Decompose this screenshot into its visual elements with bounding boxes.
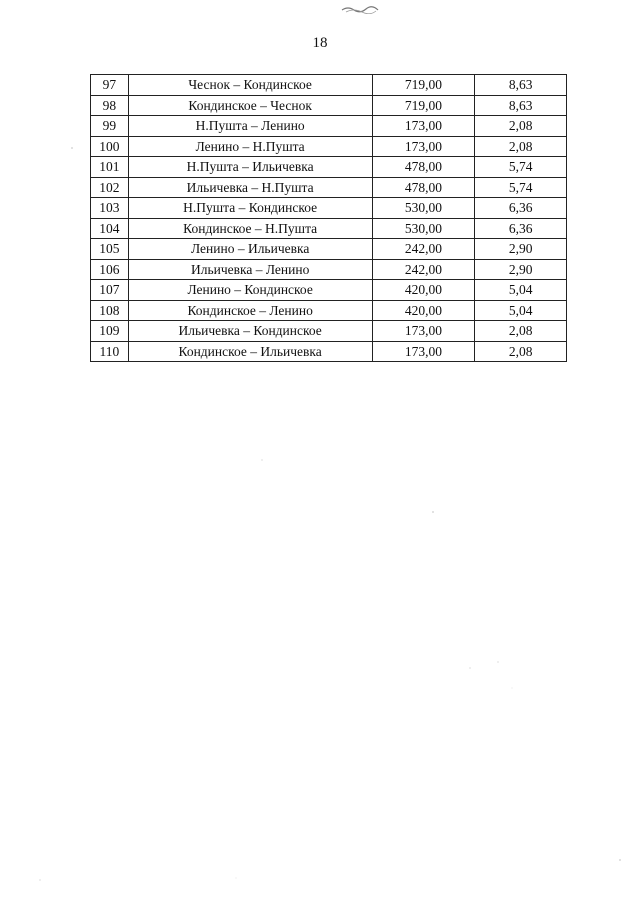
distance-cell: 173,00 bbox=[372, 341, 475, 362]
table-row bbox=[91, 280, 567, 301]
route-cell: Кондинское – Ленино bbox=[128, 300, 372, 321]
row-number-cell: 101 bbox=[91, 157, 129, 178]
route-cell: Кондинское – Чеснок bbox=[128, 95, 372, 116]
route-cell: Ильичевка – Кондинское bbox=[128, 321, 372, 342]
page-number: 18 bbox=[312, 35, 328, 51]
distance-cell: 719,00 bbox=[372, 75, 475, 96]
distance-cell: 242,00 bbox=[372, 239, 475, 260]
table-row bbox=[91, 136, 567, 157]
price-cell: 2,90 bbox=[475, 239, 567, 260]
distance-cell: 719,00 bbox=[372, 95, 475, 116]
price-cell: 5,74 bbox=[475, 177, 567, 198]
table-row bbox=[91, 218, 567, 239]
row-number-cell: 97 bbox=[91, 75, 129, 96]
row-number-cell: 108 bbox=[91, 300, 129, 321]
route-cell: Ленино – Ильичевка bbox=[128, 239, 372, 260]
price-cell: 2,08 bbox=[475, 116, 567, 137]
price-cell: 6,36 bbox=[475, 218, 567, 239]
distance-cell: 173,00 bbox=[372, 321, 475, 342]
scan-artifact-mark bbox=[340, 4, 380, 14]
price-cell: 5,04 bbox=[475, 300, 567, 321]
price-cell: 5,74 bbox=[475, 157, 567, 178]
route-cell: Н.Пушта – Кондинское bbox=[128, 198, 372, 219]
row-number-cell: 103 bbox=[91, 198, 129, 219]
row-number-cell: 99 bbox=[91, 116, 129, 137]
route-cell: Ленино – Кондинское bbox=[128, 280, 372, 301]
table-row bbox=[91, 300, 567, 321]
distance-cell: 478,00 bbox=[372, 157, 475, 178]
row-number-cell: 105 bbox=[91, 239, 129, 260]
table-row bbox=[91, 341, 567, 362]
table-row bbox=[91, 157, 567, 178]
row-number-cell: 100 bbox=[91, 136, 129, 157]
routes-table-body bbox=[91, 75, 567, 362]
distance-cell: 420,00 bbox=[372, 280, 475, 301]
route-cell: Кондинское – Ильичевка bbox=[128, 341, 372, 362]
row-number-cell: 98 bbox=[91, 95, 129, 116]
price-cell: 2,90 bbox=[475, 259, 567, 280]
price-cell: 2,08 bbox=[475, 321, 567, 342]
distance-cell: 478,00 bbox=[372, 177, 475, 198]
price-cell: 8,63 bbox=[475, 95, 567, 116]
routes-table bbox=[90, 74, 567, 362]
table-row bbox=[91, 95, 567, 116]
price-cell: 5,04 bbox=[475, 280, 567, 301]
table-row bbox=[91, 321, 567, 342]
distance-cell: 530,00 bbox=[372, 198, 475, 219]
route-cell: Чеснок – Кондинское bbox=[128, 75, 372, 96]
table-row bbox=[91, 239, 567, 260]
row-number-cell: 107 bbox=[91, 280, 129, 301]
distance-cell: 173,00 bbox=[372, 136, 475, 157]
route-cell: Ленино – Н.Пушта bbox=[128, 136, 372, 157]
distance-cell: 420,00 bbox=[372, 300, 475, 321]
row-number-cell: 106 bbox=[91, 259, 129, 280]
route-cell: Ильичевка – Ленино bbox=[128, 259, 372, 280]
row-number-cell: 102 bbox=[91, 177, 129, 198]
route-cell: Н.Пушта – Ленино bbox=[128, 116, 372, 137]
price-cell: 8,63 bbox=[475, 75, 567, 96]
row-number-cell: 110 bbox=[91, 341, 129, 362]
route-cell: Ильичевка – Н.Пушта bbox=[128, 177, 372, 198]
price-cell: 2,08 bbox=[475, 341, 567, 362]
price-cell: 2,08 bbox=[475, 136, 567, 157]
distance-cell: 242,00 bbox=[372, 259, 475, 280]
row-number-cell: 109 bbox=[91, 321, 129, 342]
table-row bbox=[91, 177, 567, 198]
table-row bbox=[91, 198, 567, 219]
distance-cell: 530,00 bbox=[372, 218, 475, 239]
row-number-cell: 104 bbox=[91, 218, 129, 239]
table-row bbox=[91, 116, 567, 137]
route-cell: Н.Пушта – Ильичевка bbox=[128, 157, 372, 178]
distance-cell: 173,00 bbox=[372, 116, 475, 137]
table-row bbox=[91, 259, 567, 280]
table-row bbox=[91, 75, 567, 96]
price-cell: 6,36 bbox=[475, 198, 567, 219]
route-cell: Кондинское – Н.Пушта bbox=[128, 218, 372, 239]
